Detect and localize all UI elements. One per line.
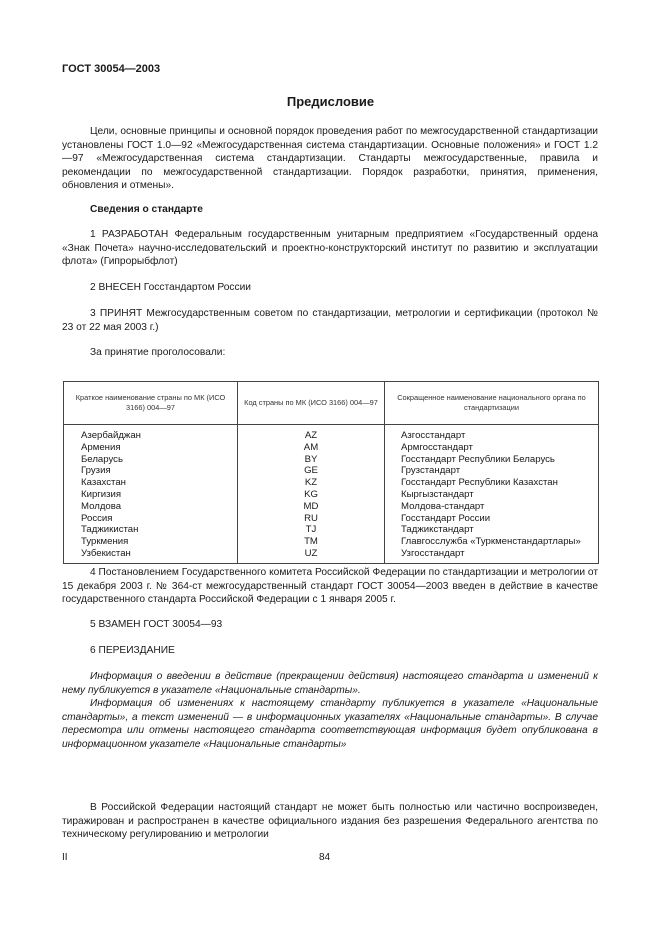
organization-cell: Таджикстандарт <box>385 524 599 536</box>
table-header-row <box>64 382 599 425</box>
document-code-header: ГОСТ 30054—2003 <box>62 63 161 75</box>
item-6-reissue: 6 ПЕРЕИЗДАНИЕ <box>90 645 175 656</box>
code-cell: MD <box>238 501 385 513</box>
organization-cell: Армгосстандарт <box>385 442 599 454</box>
code-cell: AM <box>238 442 385 454</box>
country-cell: Киргизия <box>64 489 238 501</box>
table-row <box>64 477 599 489</box>
copyright-notice: В Российской Федерации настоящий стандарт не может быть полностью или частично воспроизведен, тиражирован и распространен в качестве официального издания без разрешения Федерального агентства по техническому регулированию и метрологии <box>62 802 598 841</box>
organization-cell: Молдова-стандарт <box>385 501 599 513</box>
item-2-submitted: 2 ВНЕСЕН Госстандартом России <box>90 282 251 293</box>
code-cell: KZ <box>238 477 385 489</box>
code-cell: KG <box>238 489 385 501</box>
organization-cell: Азгосстандарт <box>385 425 599 442</box>
item-1-developed: 1 РАЗРАБОТАН Федеральным государственным унитарным предприятием «Государственный ордена «Знак Почета» научно-исследовательский и проектно-конструкторский институт по развитию и эксплуатации флота» (Гипрорыбфлот) <box>62 229 598 268</box>
table-row <box>64 425 599 442</box>
code-cell: UZ <box>238 548 385 563</box>
organization-cell: Госстандарт Республики Беларусь <box>385 454 599 466</box>
item-5-replaces: 5 ВЗАМЕН ГОСТ 30054—93 <box>90 619 223 630</box>
table-row <box>64 524 599 536</box>
note-enactment-info: Информация о введении в действие (прекращении действия) настоящего стандарта и изменений к нему публикуется в указателе «Национальные стандарты». <box>62 671 598 696</box>
item-4-enacted: 4 Постановлением Государственного комитета Российской Федерации по стандартизации и метрологии от 15 декабря 2003 г. № 364-ст межгосударственный стандарт ГОСТ 30054—2003 введен в действие в качестве государственного стандарта Российской Федерации с 1 января 2005 г. <box>62 567 598 606</box>
voted-label: За принятие проголосовали: <box>90 347 226 358</box>
table-row <box>64 548 599 563</box>
note-changes-info: Информация об изменениях к настоящему стандарту публикуется в указателе «Национальные стандарты», а текст изменений — в информационных указателях «Национальные стандарты». В случае пересмотра или отмены настоящего стандарта соответствующая информация будет опубликована в информационном указателе «Национальные стандарты» <box>62 698 598 750</box>
voting-countries-table <box>63 381 599 564</box>
organization-cell: Госстандарт Республики Казахстан <box>385 477 599 489</box>
code-cell: BY <box>238 454 385 466</box>
organization-cell: Грузстандарт <box>385 465 599 477</box>
country-cell: Азербайджан <box>64 425 238 442</box>
country-cell: Молдова <box>64 501 238 513</box>
table-row <box>64 501 599 513</box>
country-cell: Грузия <box>64 465 238 477</box>
code-cell: TM <box>238 536 385 548</box>
table-row <box>64 489 599 501</box>
item-3-adopted: 3 ПРИНЯТ Межгосударственным советом по стандартизации, метрологии и сертификации (протокол № 23 от 22 мая 2003 г.) <box>62 308 598 333</box>
code-cell: TJ <box>238 524 385 536</box>
country-cell: Армения <box>64 442 238 454</box>
country-cell: Беларусь <box>64 454 238 466</box>
column-header-organization: Сокращенное наименование национального органа по стандартизации <box>385 382 599 425</box>
table-row <box>64 442 599 454</box>
column-header-code: Код страны по МК (ИСО 3166) 004—97 <box>238 382 385 425</box>
table-row <box>64 454 599 466</box>
roman-page-number: II <box>62 852 68 863</box>
intro-paragraph: Цели, основные принципы и основной порядок проведения работ по межгосударственной стандартизации установлены ГОСТ 1.0—92 «Межгосударственная система стандартизации. Основные положения» и ГОСТ 1.2—97 «Межгосударственная система стандартизации. Стандарты межгосударственные, правила и рекомендации по межгосударственной стандартизации. Порядок разработки, принятия, применения, обновления и отмены». <box>62 126 598 192</box>
info-heading: Сведения о стандарте <box>90 204 203 215</box>
country-cell: Туркмения <box>64 536 238 548</box>
organization-cell: Госстандарт России <box>385 513 599 525</box>
table-row <box>64 465 599 477</box>
organization-cell: Узгосстандарт <box>385 548 599 563</box>
code-cell: RU <box>238 513 385 525</box>
column-header-country: Краткое наименование страны по МК (ИСО 3166) 004—97 <box>64 382 238 425</box>
page-number: 84 <box>319 852 331 863</box>
code-cell: GE <box>238 465 385 477</box>
organization-cell: Главгосслужба «Туркменстандартлары» <box>385 536 599 548</box>
page-title: Предисловие <box>286 94 375 109</box>
country-cell: Россия <box>64 513 238 525</box>
table-row <box>64 536 599 548</box>
organization-cell: Кыргызстандарт <box>385 489 599 501</box>
country-cell: Казахстан <box>64 477 238 489</box>
table-row <box>64 513 599 525</box>
country-cell: Таджикистан <box>64 524 238 536</box>
code-cell: AZ <box>238 425 385 442</box>
country-cell: Узбекистан <box>64 548 238 563</box>
